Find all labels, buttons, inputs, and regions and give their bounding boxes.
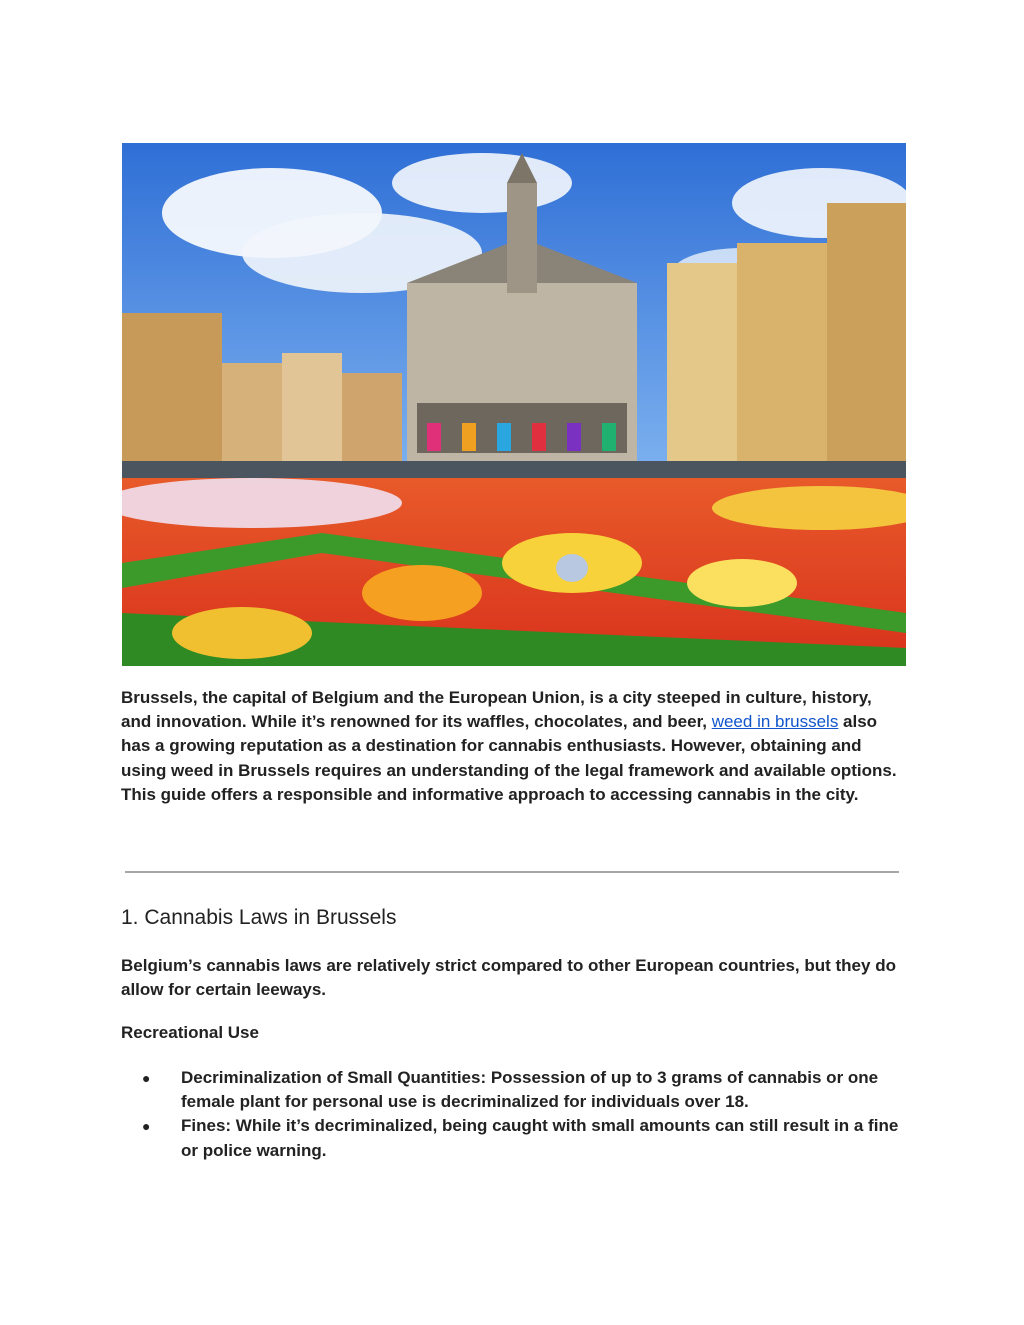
- weed-in-brussels-link[interactable]: weed in brussels: [711, 712, 839, 732]
- subheading-recreational-use: Recreational Use: [121, 1023, 259, 1042]
- list-item: [121, 1114, 911, 1162]
- hero-image: [122, 143, 906, 666]
- horizontal-divider: [125, 871, 899, 873]
- list-item-text: Fines: While it’s decriminalized, being caught with small amounts can still result in a fine or police warning.: [181, 1116, 899, 1160]
- section-lead-paragraph: Belgium’s cannabis laws are relatively strict compared to other European countries, but they do allow for certain leeways.: [121, 956, 896, 1000]
- intro-paragraph: [121, 686, 905, 807]
- intro-text-after: also has a growing reputation as a destination for cannabis enthusiasts. However, obtaining and using weed in Brussels requires an understanding of the legal framework and available options. This guide offers a responsible and informative approach to accessing cannabis in the city.: [121, 712, 897, 804]
- list-item-text: Decriminalization of Small Quantities: Possession of up to 3 grams of cannabis or one female plant for personal use is decriminalized for individuals over 18.: [181, 1068, 879, 1112]
- intro-text-before: Brussels, the capital of Belgium and the European Union, is a city steeped in culture, history, and innovation. While it’s renowned for its waffles, chocolates, and beer,: [121, 688, 872, 732]
- section-heading: 1. Cannabis Laws in Brussels: [121, 906, 397, 929]
- list-item: [121, 1066, 911, 1114]
- bullet-list: [121, 1066, 911, 1163]
- bullet-icon: ●: [142, 1118, 151, 1135]
- bullet-icon: ●: [142, 1070, 151, 1086]
